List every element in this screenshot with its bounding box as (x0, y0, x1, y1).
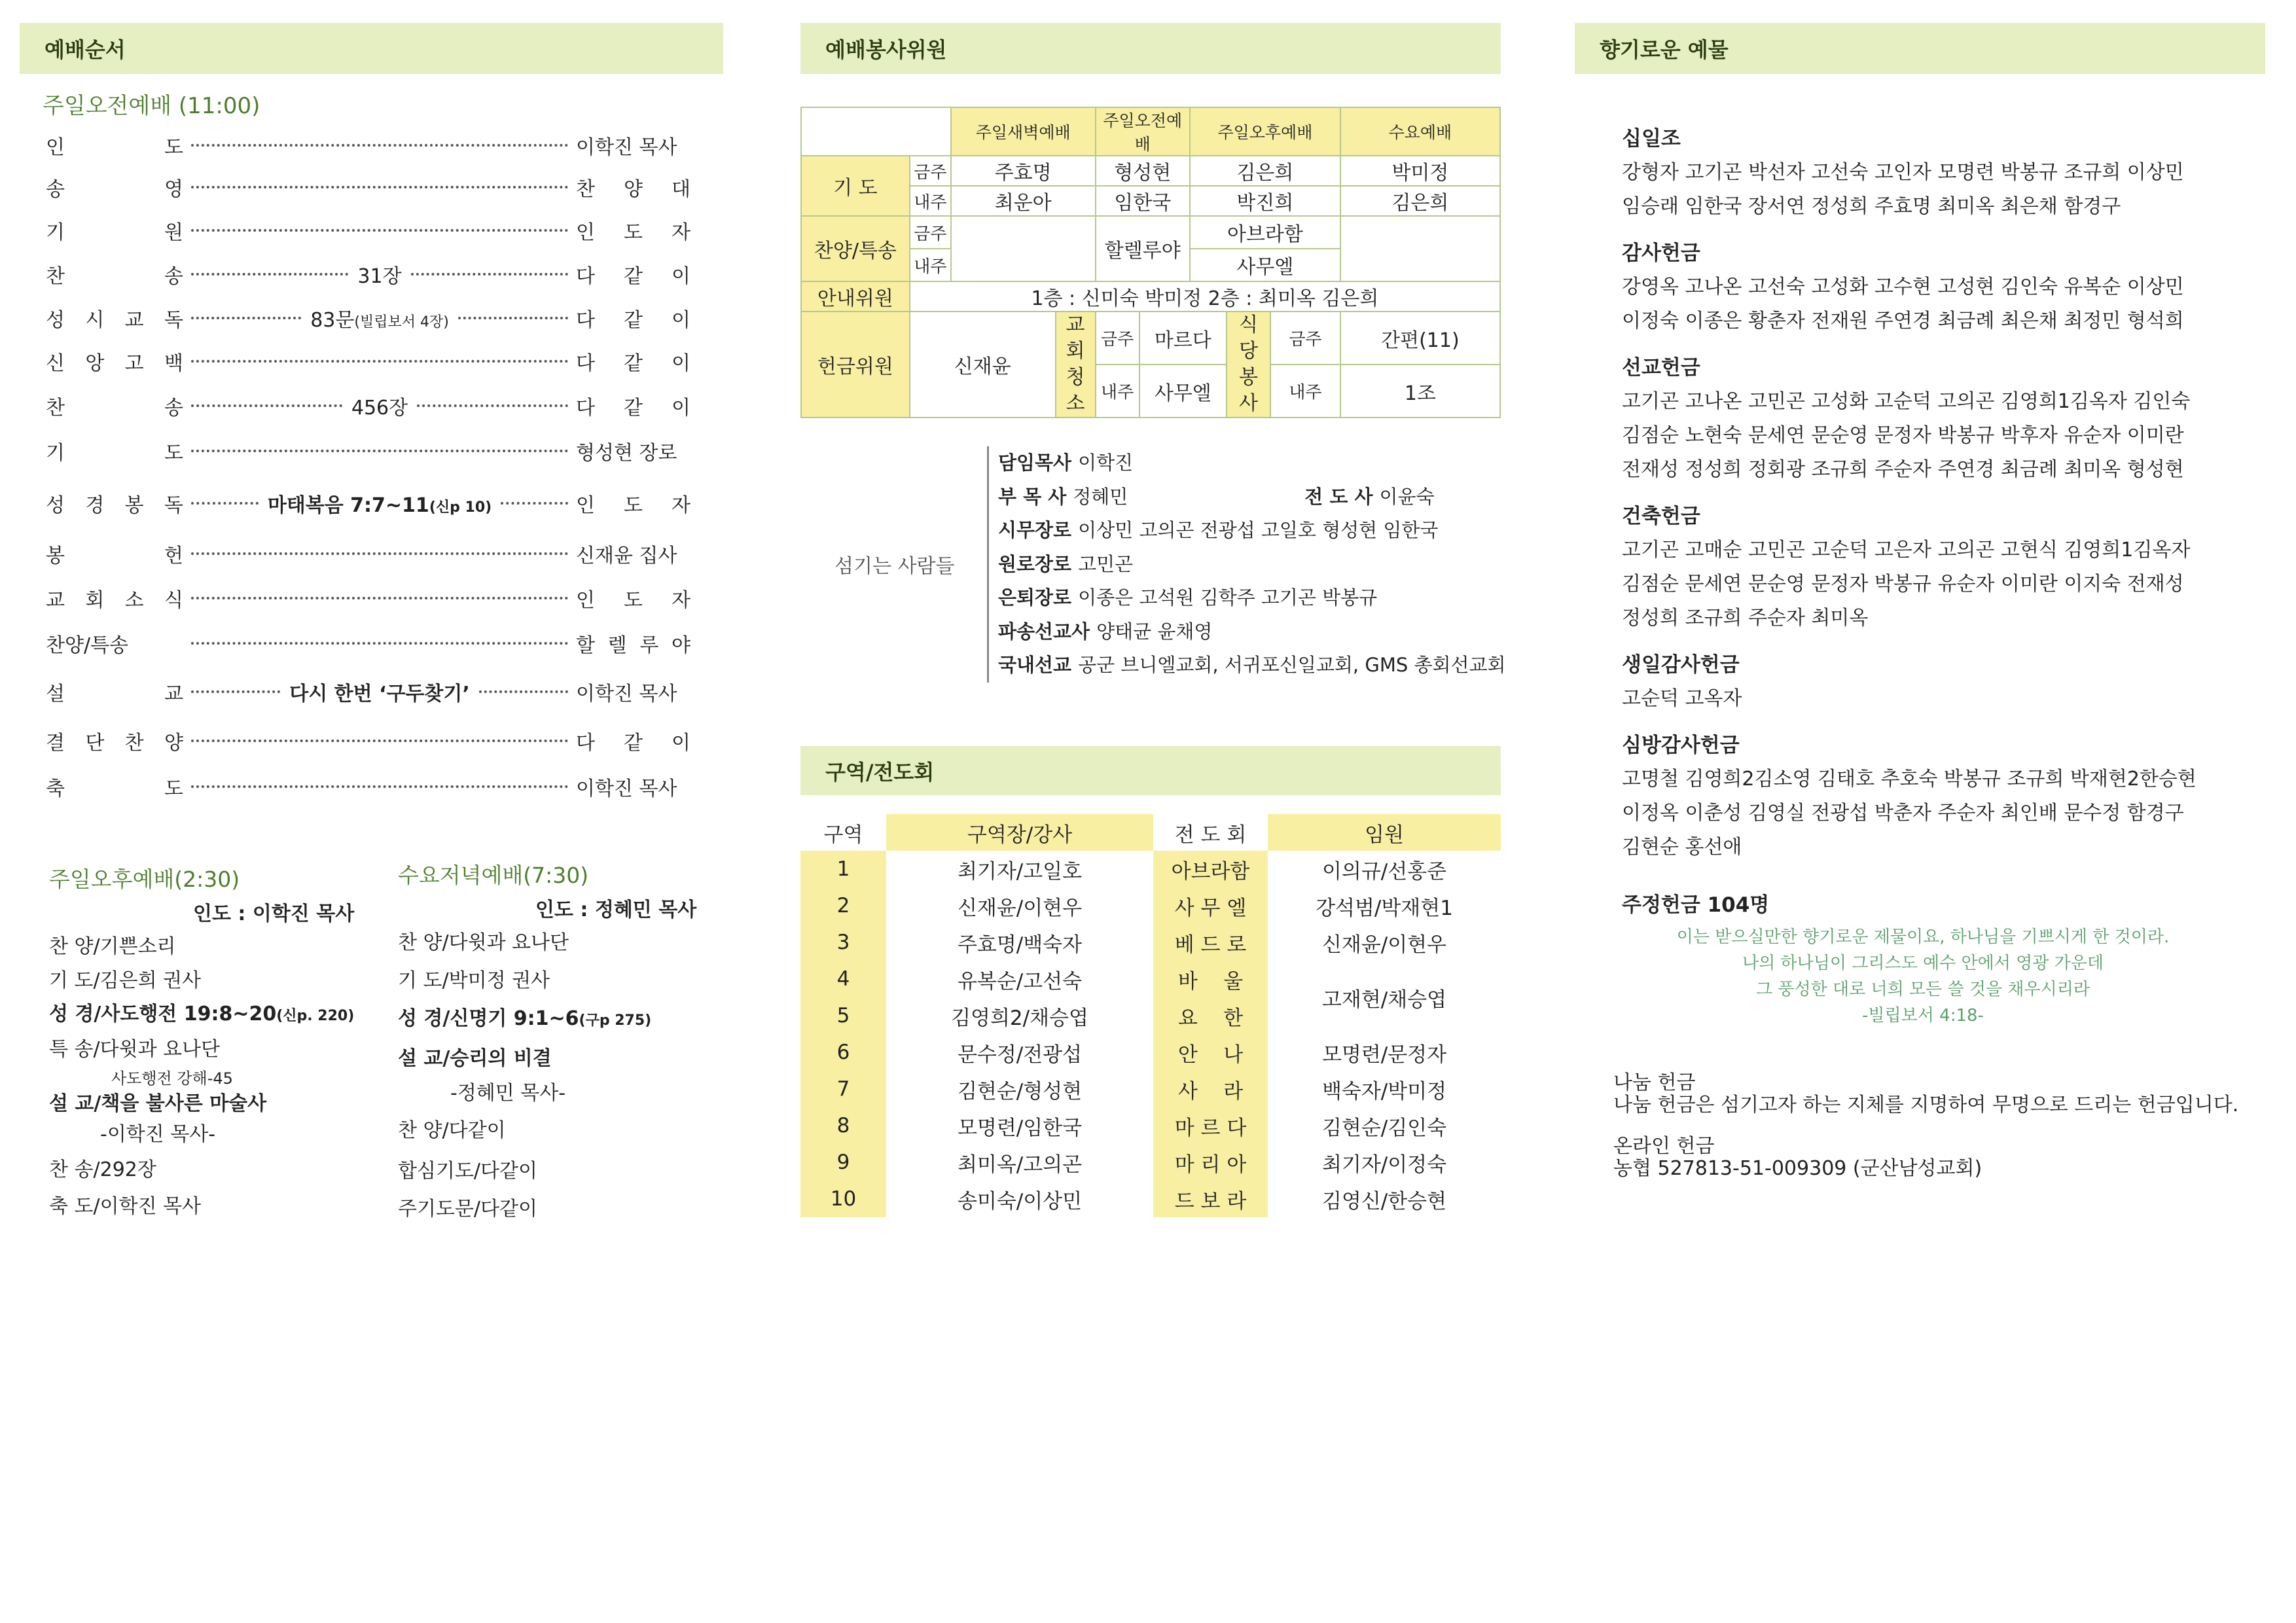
praise-row-next: 내주 사무엘 (801, 249, 1500, 281)
district-header: 구역/전도회 (800, 746, 1501, 795)
afternoon-sermon: 설 교/책을 불사른 마술사 (49, 1092, 267, 1115)
order-item-title: 결 단 찬 양 (46, 732, 183, 755)
offering-names: 김점순 노현숙 문세연 문순영 문정자 박봉규 박후자 유순자 이미란 (1622, 424, 2184, 447)
offering-category: 심방감사헌금 (1622, 734, 1740, 757)
praise-row-this: 찬양/특송 금주 할렐루야 아브라함 (801, 216, 1500, 249)
order-item-leader: 찬 양 대 (576, 178, 691, 201)
wednesday-service-title: 수요저녁예배(7:30) (398, 863, 589, 888)
order-item-detail: 마태복음 7:7~11(신p 10) (267, 494, 492, 517)
people-row: 파송선교사 양태균 윤채영 (998, 620, 1213, 643)
order-row (46, 130, 691, 161)
district-row: 5 김영희2/채승엽 요 한 (800, 997, 1501, 1034)
usher-row: 안내위원 1층 : 신미숙 박미정 2층 : 최미옥 김은희 (801, 281, 1500, 312)
order-item-leader: 신재윤 집사 (576, 544, 677, 567)
order-item-detail: 31장 (357, 265, 402, 288)
district-row: 9 최미옥/고의곤 마 리 아 최기자/이정숙 (800, 1144, 1501, 1181)
order-item-leader: 다 같 이 (576, 732, 691, 755)
offering-category: 건축헌금 (1622, 505, 1700, 528)
order-item-leader: 할 렐 루 야 (576, 634, 691, 657)
afternoon-item: 축 도/이학진 목사 (49, 1195, 202, 1218)
service-header: 예배봉사위원 (800, 23, 1501, 74)
order-item-title: 송 영 (46, 178, 183, 201)
offering-names: 고순덕 고옥자 (1622, 687, 1742, 710)
afternoon-item: 찬 양/기쁜소리 (49, 935, 176, 958)
order-item-leader: 인 도 자 (576, 221, 691, 244)
order-item-title: 봉 헌 (46, 544, 183, 567)
afternoon-sermon-series: 사도행전 강해-45 (111, 1069, 233, 1088)
people-row: 국내선교 공군 브니엘교회, 서귀포신일교회, GMS 총회선교회 (998, 654, 1506, 676)
people-row: 시무장로 이상민 고의곤 전광섭 고일호 형성현 임한국 (998, 519, 1439, 541)
people-row: 원로장로 고민곤 (998, 552, 1134, 575)
people-row: 담임목사 이학진 (998, 452, 1134, 474)
order-item-leader: 인 도 자 (576, 589, 691, 612)
prayer-row-next: 내주 최운아 임한국 박진희 김은희 (801, 186, 1500, 216)
afternoon-leader: 인도 : 이학진 목사 (193, 902, 355, 925)
wednesday-item: 기 도/박미정 권사 (398, 969, 550, 992)
offering-names: 고기곤 고매순 고민곤 고순덕 고은자 고의곤 고현식 김영희1김옥자 (1622, 539, 2191, 562)
wednesday-item: 성 경/신명기 9:1~6(구p 275) (398, 1007, 652, 1030)
wednesday-order (398, 891, 712, 1228)
offering-category: 감사헌금 (1622, 241, 1700, 265)
order-item-leader: 다 같 이 (576, 265, 691, 288)
offering-names: 전재성 정성희 정회광 조규희 주순자 주연경 최금례 최미옥 형성현 (1622, 458, 2184, 481)
order-row (46, 725, 691, 757)
offering-count: 주정헌금 104명 (1622, 893, 1770, 917)
order-row (46, 171, 691, 203)
people-list (987, 446, 1506, 683)
order-item-title: 축 도 (46, 777, 183, 800)
order-item-title: 기 도 (46, 442, 183, 465)
order-row (46, 259, 691, 290)
wednesday-sermon: 설 교/승리의 비결 (398, 1047, 552, 1070)
people-row: 부 목 사 정혜민 전 도 사 이윤숙 (998, 485, 1435, 508)
wednesday-item: 찬 양/다같이 (398, 1119, 506, 1142)
district-row: 3 주효명/백숙자 베 드 로 신재윤/이현우 (800, 924, 1501, 961)
online-offering: 온라인 헌금 농협 527813-51-009309 (군산남성교회) (1613, 1135, 1982, 1180)
order-item-title: 성 시 교 독 (46, 309, 183, 332)
district-row: 8 모명련/임한국 마 르 다 김현순/김인숙 (800, 1107, 1501, 1144)
people-label: 섬기는 사람들 (834, 555, 955, 578)
order-row (46, 435, 691, 467)
order-row (46, 676, 691, 707)
afternoon-preacher: -이학진 목사- (100, 1123, 216, 1146)
order-item-detail: 83문(빌립보서 4장) (310, 309, 449, 332)
service-table (800, 107, 1501, 418)
sharing-offering: 나눔 헌금 나눔 헌금은 섬기고자 하는 지체를 지명하여 무명으로 드리는 헌금입니다. (1613, 1071, 2239, 1116)
district-row: 7 김현순/형성현 사 라 백숙자/박미정 (800, 1071, 1501, 1107)
order-item-leader: 이학진 목사 (576, 136, 677, 159)
offering-category: 생일감사헌금 (1622, 653, 1740, 677)
order-row (46, 488, 691, 519)
afternoon-item: 성 경/사도행전 19:8~20(신p. 220) (49, 1003, 355, 1026)
order-row (46, 346, 691, 377)
people-row: 은퇴장로 이종은 고석원 김학주 고기곤 박봉규 (998, 586, 1378, 609)
district-row: 4 유복순/고선숙 바 울 고재현/채승엽 (800, 961, 1501, 997)
district-row: 2 신재윤/이현우 사 무 엘 강석범/박재현1 (800, 887, 1501, 924)
offering-names: 이정숙 이종은 황춘자 전재원 주연경 최금례 최은채 최정민 형석희 (1622, 310, 2184, 332)
district-head-row: 구역 구역장/강사 전 도 회 임원 (800, 814, 1501, 851)
district-table (800, 814, 1501, 1217)
order-item-title: 찬 송 (46, 265, 183, 288)
prayer-row-this: 기 도 금주 주효명 형성현 김은희 박미정 (801, 156, 1500, 186)
offerings-header: 향기로운 예물 (1575, 23, 2265, 74)
offering-row-this: 헌금위원 신재윤 교회 청소 금주 마르다 식당 봉사 금주 간편(11) (801, 312, 1500, 365)
order-header: 예배순서 (20, 23, 723, 74)
offering-category: 십일조 (1622, 127, 1681, 151)
afternoon-service-title: 주일오후예배(2:30) (49, 866, 240, 892)
district-row: 6 문수정/전광섭 안 나 모명련/문정자 (800, 1034, 1501, 1071)
district-row: 10 송미숙/이상민 드 보 라 김영신/한승현 (800, 1181, 1501, 1217)
order-item-title: 교 회 소 식 (46, 589, 183, 612)
morning-service-title: 주일오전예배 (11:00) (43, 93, 260, 119)
wednesday-preacher: -정혜민 목사- (450, 1082, 566, 1105)
wednesday-leader: 인도 : 정혜민 목사 (535, 899, 697, 921)
order-item-title: 기 원 (46, 221, 183, 244)
afternoon-item: 찬 송/292장 (49, 1158, 156, 1181)
order-item-title: 신 앙 고 백 (46, 352, 183, 375)
order-item-title: 찬양/특송 (46, 634, 129, 657)
order-row (46, 582, 691, 614)
offerings-list (1622, 122, 2197, 877)
offering-names: 고기곤 고나온 고민곤 고성화 고순덕 고의곤 김영희1김옥자 김인숙 (1622, 390, 2191, 413)
wednesday-item: 찬 양/다윗과 요나단 (398, 931, 569, 954)
order-row (46, 628, 691, 659)
order-item-leader: 인 도 자 (576, 494, 691, 517)
order-item-title: 성 경 봉 독 (46, 494, 183, 517)
offering-row-next: 내주 사무엘 내주 1조 (801, 365, 1500, 418)
offering-names: 강영옥 고나온 고선숙 고성화 고수현 고성현 김인숙 유복순 이상민 (1622, 276, 2184, 298)
order-item-detail: 456장 (351, 397, 408, 419)
order-item-leader: 이학진 목사 (576, 777, 677, 800)
offering-names: 강형자 고기곤 박선자 고선숙 고인자 모명련 박봉규 조규희 이상민 (1622, 161, 2184, 184)
order-row (46, 771, 691, 802)
afternoon-item: 기 도/김은희 권사 (49, 969, 202, 992)
offering-names: 정성희 조규희 주순자 최미옥 (1622, 607, 1869, 630)
order-row (46, 538, 691, 569)
offering-category: 선교헌금 (1622, 356, 1700, 380)
order-item-leader: 다 같 이 (576, 352, 691, 375)
order-item-title: 찬 송 (46, 397, 183, 419)
wednesday-item: 합심기도/다같이 (398, 1160, 537, 1183)
order-row (46, 215, 691, 246)
bible-verse: 이는 받으실만한 향기로운 제물이요, 하나님을 기쁘시게 한 것이라. 나의 하나님이 그리스도 예수 안에서 영광 가운데 그 풍성한 대로 너희 모든 쓸 것을 채우시리라 -빌립보서 4:18- (1676, 927, 2170, 1026)
order-item-detail: 다시 한번 ‘구두찾기’ (289, 683, 470, 705)
offering-names: 이정옥 이춘성 김영실 전광섭 박춘자 주순자 최인배 문수정 함경구 (1622, 802, 2184, 825)
order-row (46, 390, 691, 421)
offering-names: 김점순 문세연 문순영 문정자 박봉규 유순자 이미란 이지숙 전재성 (1622, 573, 2184, 596)
order-item-title: 인 도 (46, 136, 183, 159)
afternoon-order (49, 895, 357, 1224)
order-item-leader: 이학진 목사 (576, 683, 677, 705)
service-head-row: 주일새벽예배 주일오전예배 주일오후예배 수요예배 (801, 107, 1500, 156)
afternoon-item: 특 송/다윗과 요나단 (49, 1038, 221, 1061)
order-item-leader: 다 같 이 (576, 397, 691, 419)
offering-names: 고명철 김영희2김소영 김태호 추호숙 박봉규 조규희 박재현2한승현 (1622, 768, 2197, 791)
order-row (46, 302, 691, 334)
order-item-title: 설 교 (46, 683, 183, 705)
offering-names: 김현순 홍선애 (1622, 836, 1742, 859)
order-item-leader: 다 같 이 (576, 309, 691, 332)
order-item-leader: 형성현 장로 (576, 442, 677, 465)
wednesday-item: 주기도문/다같이 (398, 1198, 537, 1221)
district-row: 1 최기자/고일호 아브라함 이의규/선홍준 (800, 851, 1501, 887)
offering-names: 임승래 임한국 장서연 정성희 주효명 최미옥 최은채 함경구 (1622, 195, 2121, 218)
